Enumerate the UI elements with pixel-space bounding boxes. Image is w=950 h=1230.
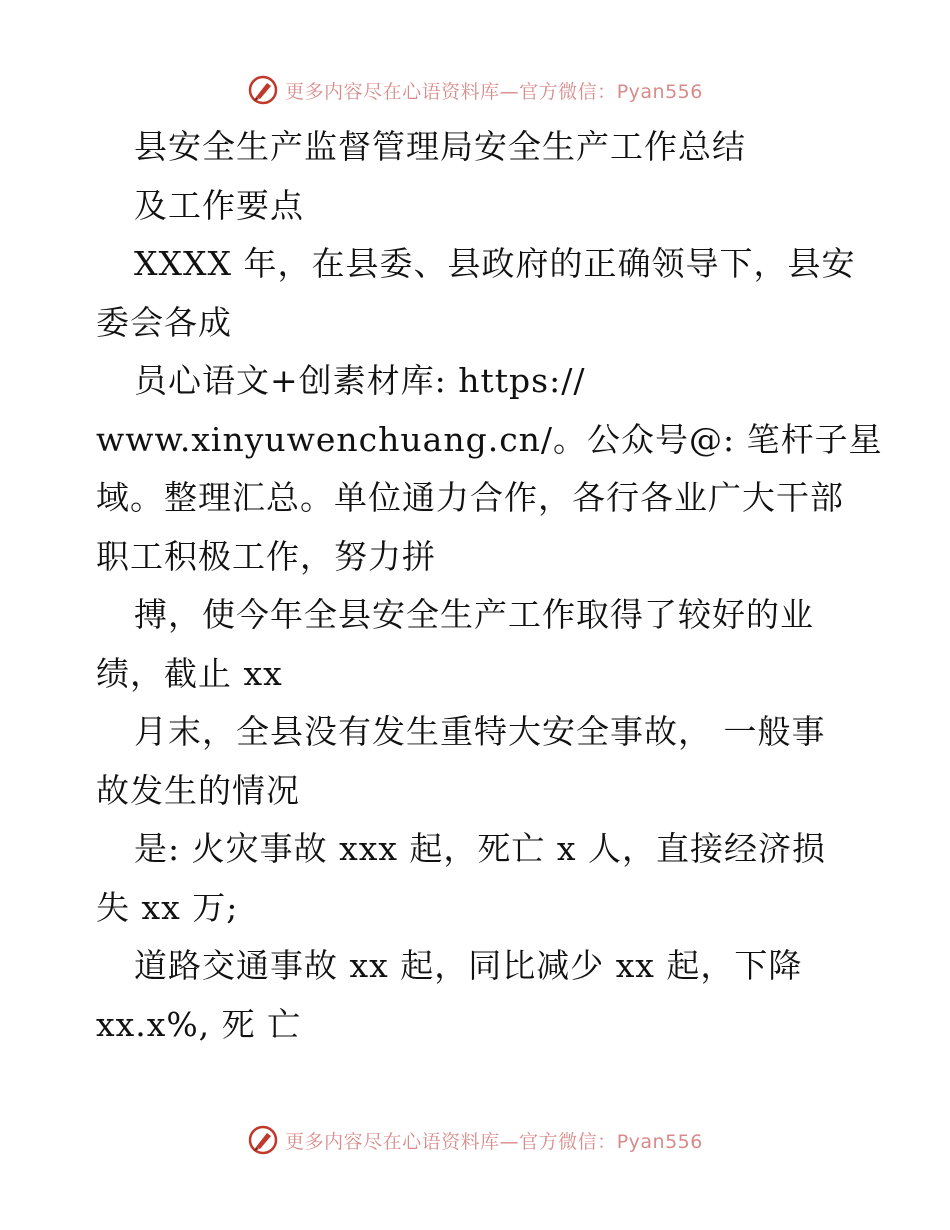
text-line: www.xinyuwenchuang.cn/。公众号@: 笔杆子星: [96, 419, 883, 459]
footer-separator: —: [499, 1130, 520, 1153]
header-wechat-id: Pyan556: [616, 80, 703, 103]
header-banner: [0, 70, 950, 110]
footer-wechat-id: Pyan556: [616, 1130, 703, 1153]
text-line: 绩，截止 xx: [96, 653, 283, 693]
text-line: 及工作要点: [134, 185, 304, 225]
footer-wechat-label: 官方微信：: [519, 1130, 617, 1153]
text-line: 搏，使今年全县安全生产工作取得了较好的业: [134, 595, 814, 634]
footer-banner-text: [285, 1127, 703, 1154]
pen-logo-icon: [247, 1124, 279, 1156]
document-body: [96, 118, 883, 1054]
text-line: 委会各成: [96, 302, 232, 342]
text-line: 月末，全县没有发生重特大安全事故， 一般事: [134, 712, 826, 751]
text-line: 员心语文+创素材库: https://: [134, 361, 586, 400]
footer-banner: [0, 1120, 950, 1160]
text-line: xx.x%, 死 亡: [96, 1004, 302, 1044]
text-line: 故发生的情况: [96, 770, 300, 810]
text-line: XXXX 年，在县委、县政府的正确领导下，县安: [134, 244, 856, 283]
pen-logo-icon: [247, 74, 279, 106]
text-line: 是: 火灾事故 xxx 起，死亡 x 人，直接经济损: [134, 829, 827, 868]
header-wechat-label: 官方微信：: [519, 80, 617, 103]
text-line: 职工积极工作，努力拼: [96, 536, 436, 576]
header-brand: 更多内容尽在心语资料库: [285, 80, 500, 103]
footer-brand: 更多内容尽在心语资料库: [285, 1130, 500, 1153]
header-banner-text: [285, 77, 703, 104]
text-line: 县安全生产监督管理局安全生产工作总结: [134, 127, 746, 166]
text-line: 失 xx 万;: [96, 887, 239, 927]
text-line: 道路交通事故 xx 起，同比减少 xx 起，下降: [134, 946, 803, 985]
text-line: 域。整理汇总。单位通力合作，各行各业广大干部: [96, 478, 844, 517]
header-separator: —: [499, 80, 520, 103]
